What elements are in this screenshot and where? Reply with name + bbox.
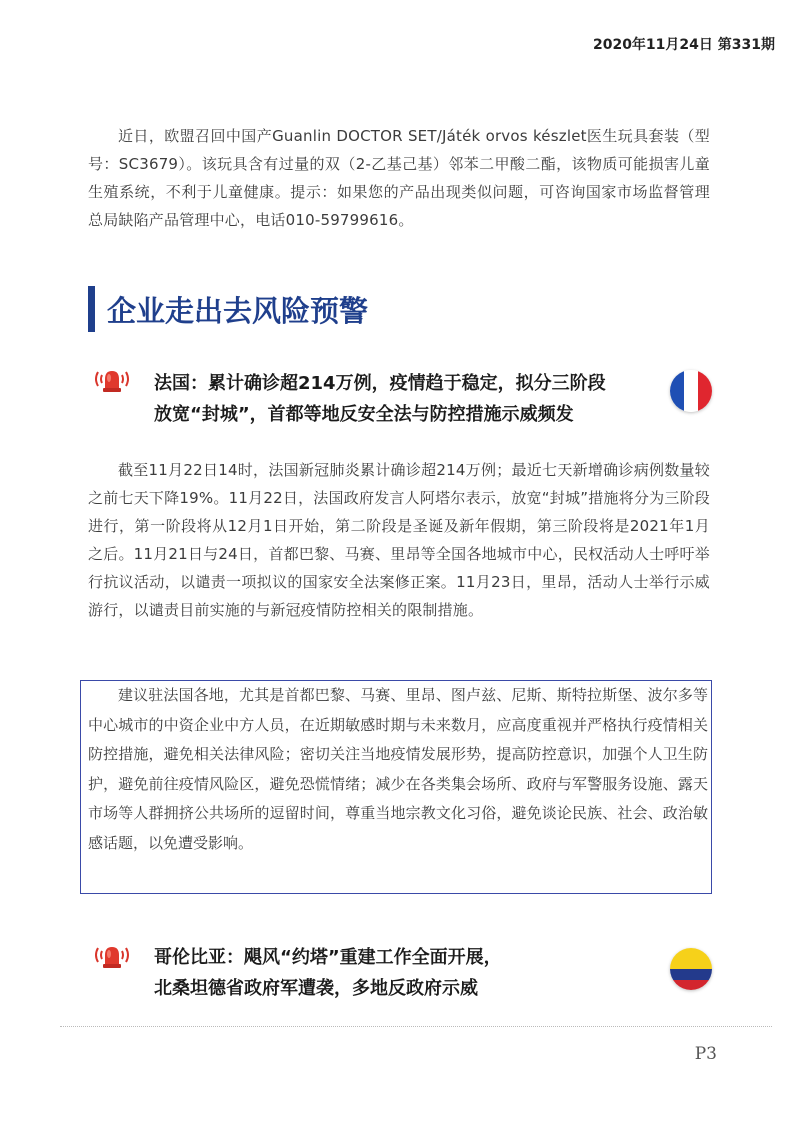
headline-line: 哥伦比亚：飓风“约塔”重建工作全面开展， bbox=[154, 947, 502, 968]
headline-colombia bbox=[154, 942, 674, 1004]
section-title: 企业走出去风险预警 bbox=[107, 293, 369, 328]
issue-date-header: 2020年11月24日 第331期 bbox=[592, 37, 775, 53]
intro-paragraph: 近日，欧盟召回中国产Guanlin DOCTOR SET/Játék orvos készlet医生玩具套装（型号：SC3679）。该玩具含有过量的双（2-乙基己基）邻苯二甲酸二酯，该物质可能损害儿童生殖系统，不利于儿童健康。提示：如果您的产品出现类似问题，可咨询国家市场监督管理总局缺陷产品管理中心，电话010-59799616。 bbox=[88, 127, 710, 229]
advisory-text-france: 建议驻法国各地，尤其是首都巴黎、马赛、里昂、图卢兹、尼斯、斯特拉斯堡、波尔多等中心城市的中资企业中方人员，在近期敏感时期与未来数月，应高度重视并严格执行疫情相关防控措施，避免相关法律风险；密切关注当地疫情发展形势，提高防控意识，加强个人卫生防护，避免前往疫情风险区，避免恐慌情绪；减少在各类集会场所、政府与军警服务设施、露天市场等人群拥挤公共场所的逗留时间，尊重当地宗教文化习俗，避免谈论民族、社会、政治敏感话题，以免遭受影响。 bbox=[88, 686, 708, 852]
footer-divider bbox=[60, 1026, 772, 1027]
headline-france bbox=[154, 368, 674, 430]
section-heading bbox=[88, 286, 368, 332]
colombia-flag-icon bbox=[670, 948, 712, 990]
headline-line: 北桑坦德省政府军遭袭，多地反政府示威 bbox=[154, 978, 478, 999]
alarm-bell-icon bbox=[92, 366, 132, 396]
alarm-bell-icon bbox=[92, 942, 132, 972]
headline-line: 法国：累计确诊超214万例，疫情趋于稳定，拟分三阶段 bbox=[154, 373, 606, 394]
france-flag-icon bbox=[670, 370, 712, 412]
heading-accent-bar bbox=[88, 286, 95, 332]
article-body-france: 截至11月22日14时，法国新冠肺炎累计确诊超214万例；最近七天新增确诊病例数量较之前七天下降19%。11月22日，法国政府发言人阿塔尔表示，放宽“封城”措施将分为三阶段进行，第一阶段将从12月1日开始，第二阶段是圣诞及新年假期，第三阶段将是2021年1月之后。11月21日与24日，首都巴黎、马赛、里昂等全国各地城市中心，民权活动人士呼吁举行抗议活动，以谴责一项拟议的国家安全法案修正案。11月23日，里昂，活动人士举行示威游行，以谴责目前实施的与新冠疫情防控相关的限制措施。 bbox=[88, 461, 710, 619]
headline-line: 放宽“封城”，首都等地反安全法与防控措施示威频发 bbox=[154, 404, 574, 425]
page-number: P3 bbox=[694, 1044, 717, 1064]
